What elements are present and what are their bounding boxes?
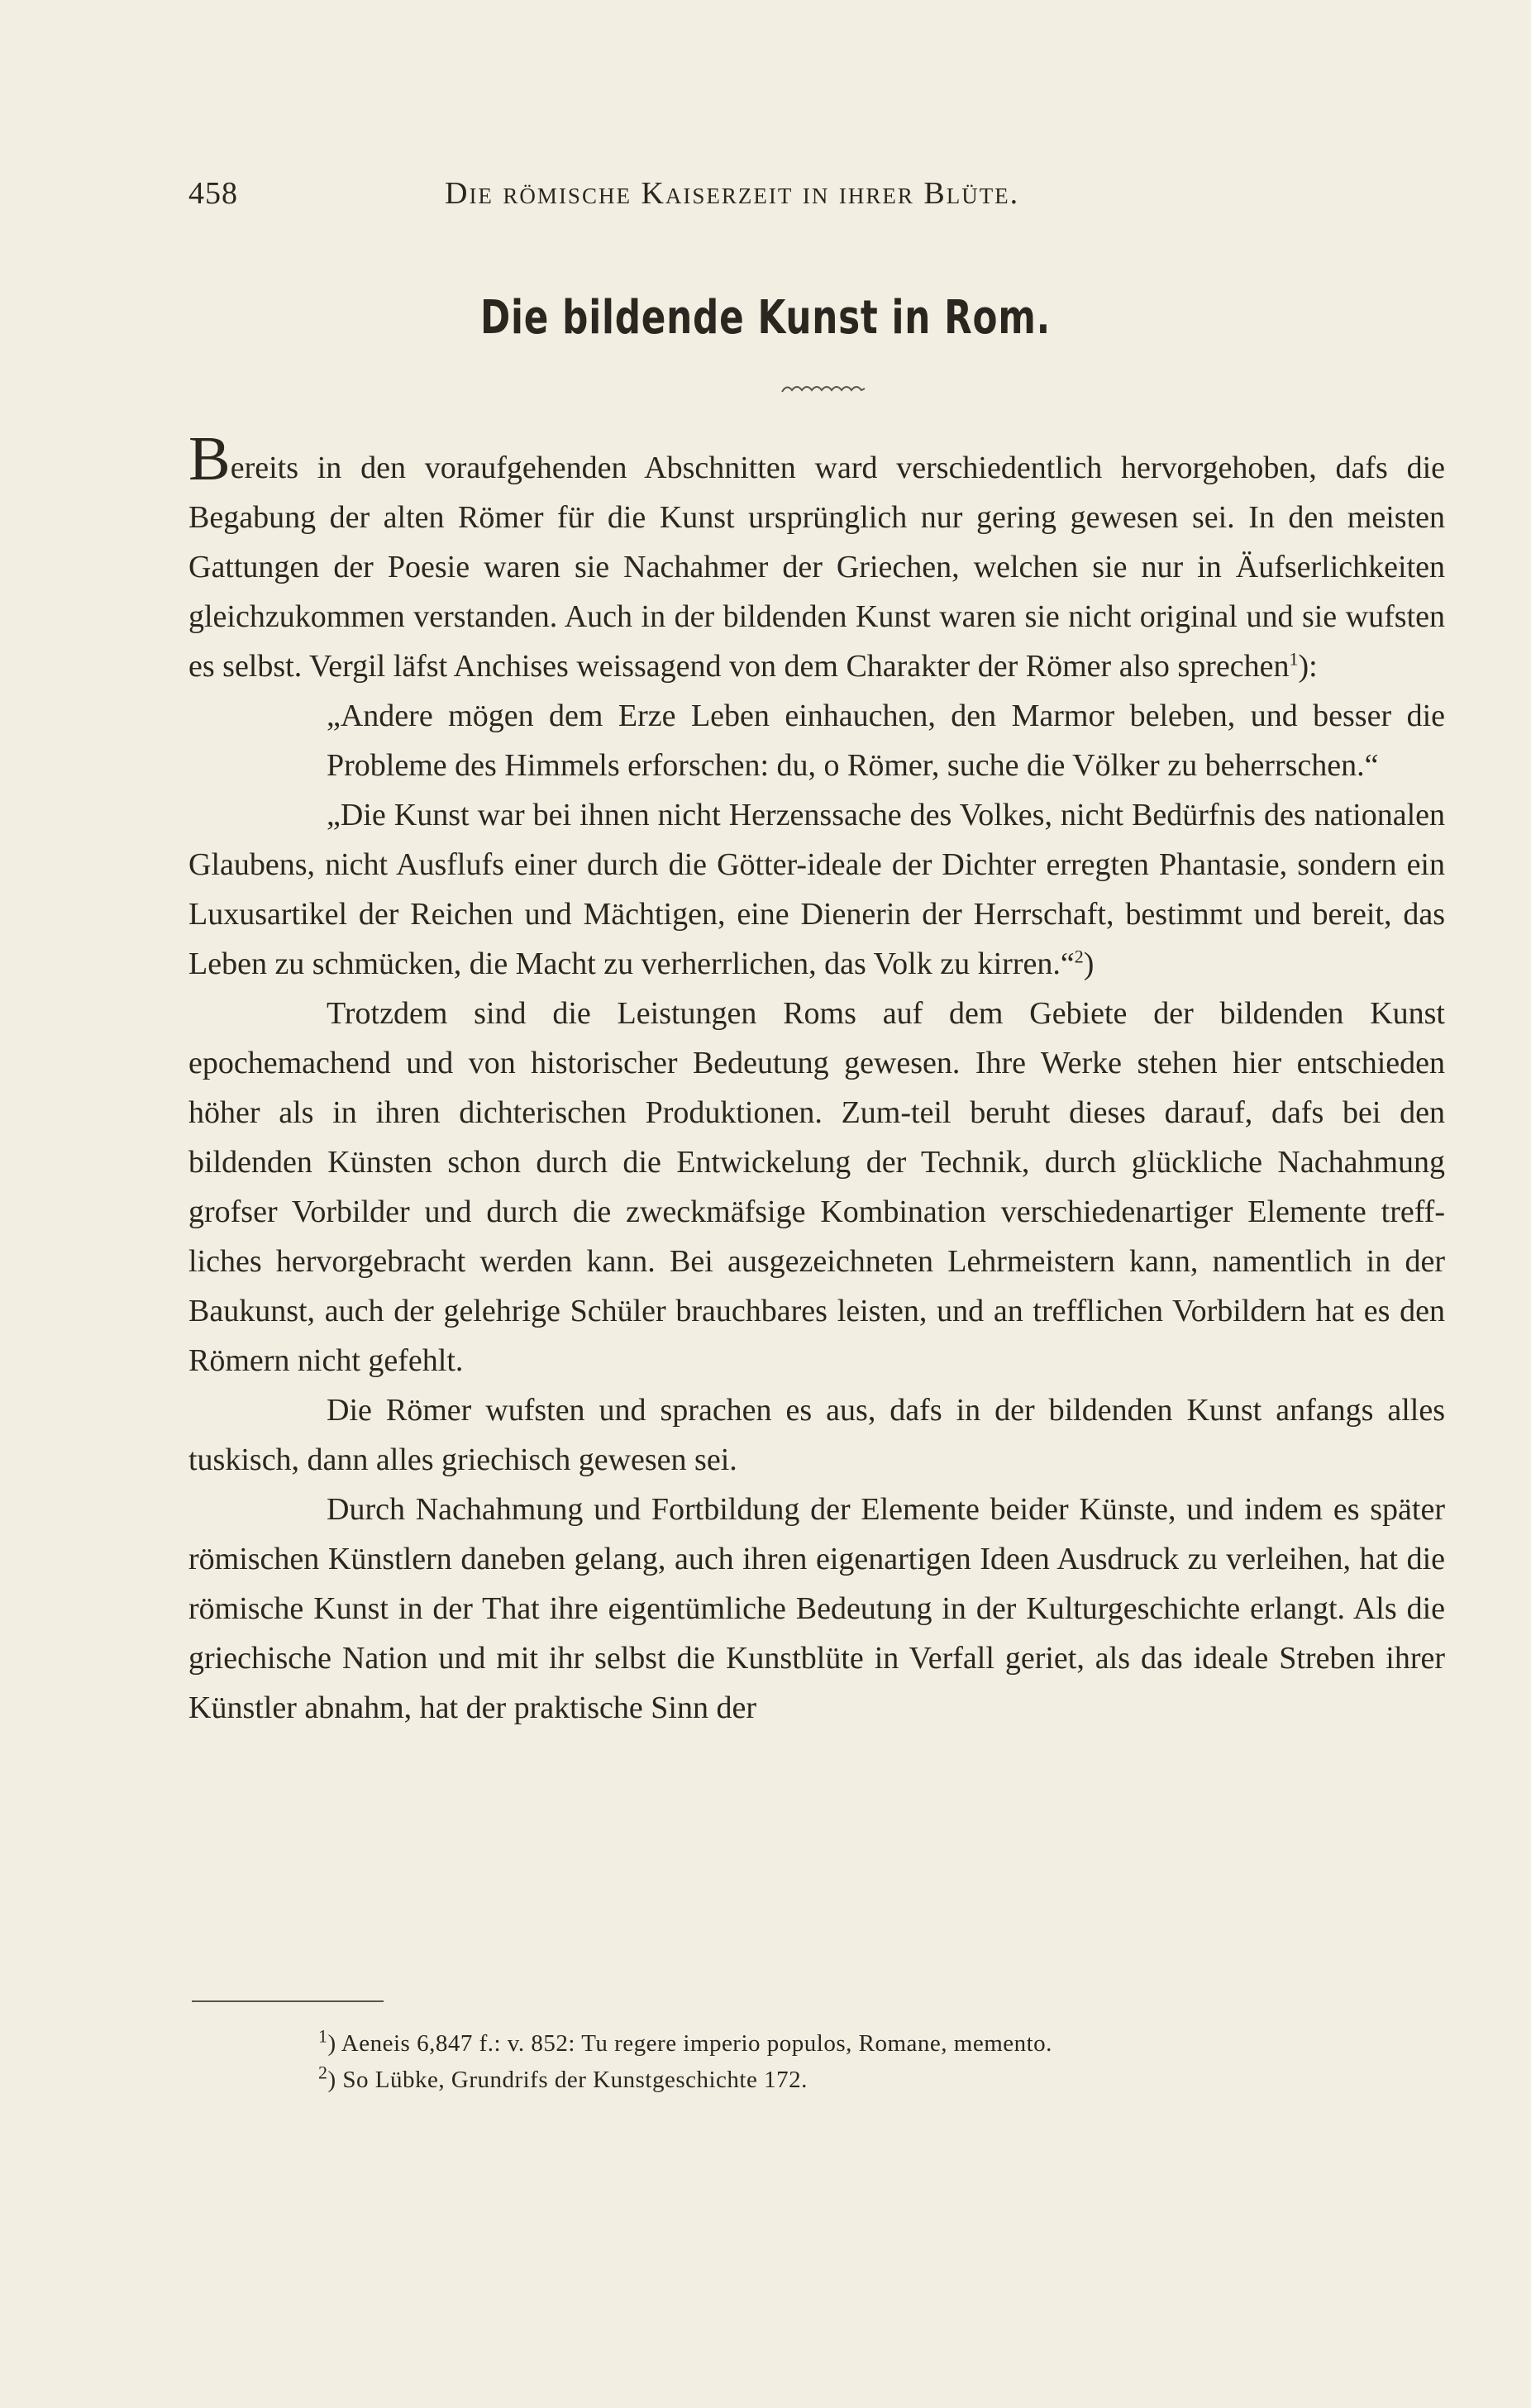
paragraph-tail: ) [1083, 947, 1095, 981]
footnote-mark: 1 [318, 2025, 328, 2047]
footnote-ref: 2 [1074, 946, 1084, 967]
paragraph-6 [188, 1485, 1445, 1733]
footnote-ref: 1 [1289, 648, 1299, 670]
body-text [188, 424, 1445, 1733]
paragraph-text: „Die Kunst war bei ihnen nicht Herzenssache des Volkes, nicht Bedürfnis des nationalen Glaubens, nicht Ausflufs einer durch die Götter-ideale der Dichter erregten Phantasie, sondern ein Luxusartikel der Reichen und Mächtigen, eine Dienerin der Herrschaft, bestimmt und bereit, das Leben zu schmücken, die Macht zu verherrlichen, das Volk zu kirren.“ [188, 798, 1445, 981]
chapter-title: Die bildende Kunst in Rom. [479, 291, 1052, 345]
running-title: Die römische Kaiserzeit in ihrer Blüte. [445, 176, 1020, 211]
footnote-divider [192, 2000, 384, 2002]
drop-cap: B [188, 424, 231, 494]
block-quote [188, 691, 1445, 790]
paragraph-1 [188, 424, 1445, 691]
footnote-text: ) So Lübke, Grundrifs der Kunstgeschichte 172. [327, 2067, 808, 2093]
footnote-1 [318, 2025, 1443, 2062]
footnote-2 [318, 2062, 1443, 2098]
page-number: 458 [188, 176, 238, 211]
paragraph-tail: ): [1298, 649, 1318, 684]
ornament-divider-icon [780, 382, 866, 395]
paragraph-5 [188, 1385, 1445, 1485]
footnote-mark: 2 [318, 2062, 328, 2083]
footnotes [318, 2025, 1443, 2098]
paragraph-text: ereits in den voraufgehenden Abschnitten ward verschiedentlich hervorgehoben, dafs die Begabung der alten Römer für die Kunst ursprünglich nur gering gewesen sei. In den meisten Gattungen der Poesie waren sie Nachahmer der Griechen, welchen sie nur in Äufserlichkeiten gleichzukommen verstanden. Auch in der bildenden Kunst waren sie nicht original und sie wufsten es selbst. Vergil läfst Anchises weissagend von dem Charakter der Römer also sprechen [188, 451, 1445, 684]
footnote-text: ) Aeneis 6,847 f.: v. 852: Tu regere imperio populos, Romane, memento. [327, 2030, 1052, 2057]
paragraph-text: Durch Nachahmung und Fortbildung der Elemente beider Künste, und indem es später römischen Künstlern daneben gelang, auch ihren eigenartigen Ideen Ausdruck zu verleihen, hat die römische Kunst in der That ihre eigentümliche Bedeutung in der Kulturgeschichte erlangt. Als die griechische Nation und mit ihr selbst die Kunstblüte in Verfall geriet, als das ideale Streben ihrer Künstler abnahm, hat der praktische Sinn der [188, 1492, 1445, 1725]
paragraph-text: Die Römer wufsten und sprachen es aus, dafs in der bildenden Kunst anfangs alles tuskisch, dann alles griechisch gewesen sei. [188, 1393, 1445, 1477]
quote-text: „Andere mögen dem Erze Leben einhauchen, den Marmor beleben, und besser die Probleme des Himmels erforschen: du, o Römer, suche die Völker zu beherrschen.“ [327, 699, 1445, 783]
paragraph-4 [188, 989, 1445, 1385]
paragraph-3 [188, 790, 1445, 989]
paragraph-text: Trotzdem sind die Leistungen Roms auf dem Gebiete der bildenden Kunst epochemachend und von historischer Bedeutung gewesen. Ihre Werke stehen hier entschieden höher als in ihren dichterischen Produktionen. Zum-teil beruht dieses darauf, dafs bei den bildenden Künsten schon durch die Entwickelung der Technik, durch glückliche Nachahmung grofser Vorbilder und durch die zweckmäfsige Kombination verschiedenartiger Elemente treff-liches hervorgebracht werden kann. Bei ausgezeichneten Lehrmeistern kann, namentlich in der Baukunst, auch der gelehrige Schüler brauchbares leisten, und an trefflichen Vorbildern hat es den Römern nicht gefehlt. [188, 996, 1445, 1378]
